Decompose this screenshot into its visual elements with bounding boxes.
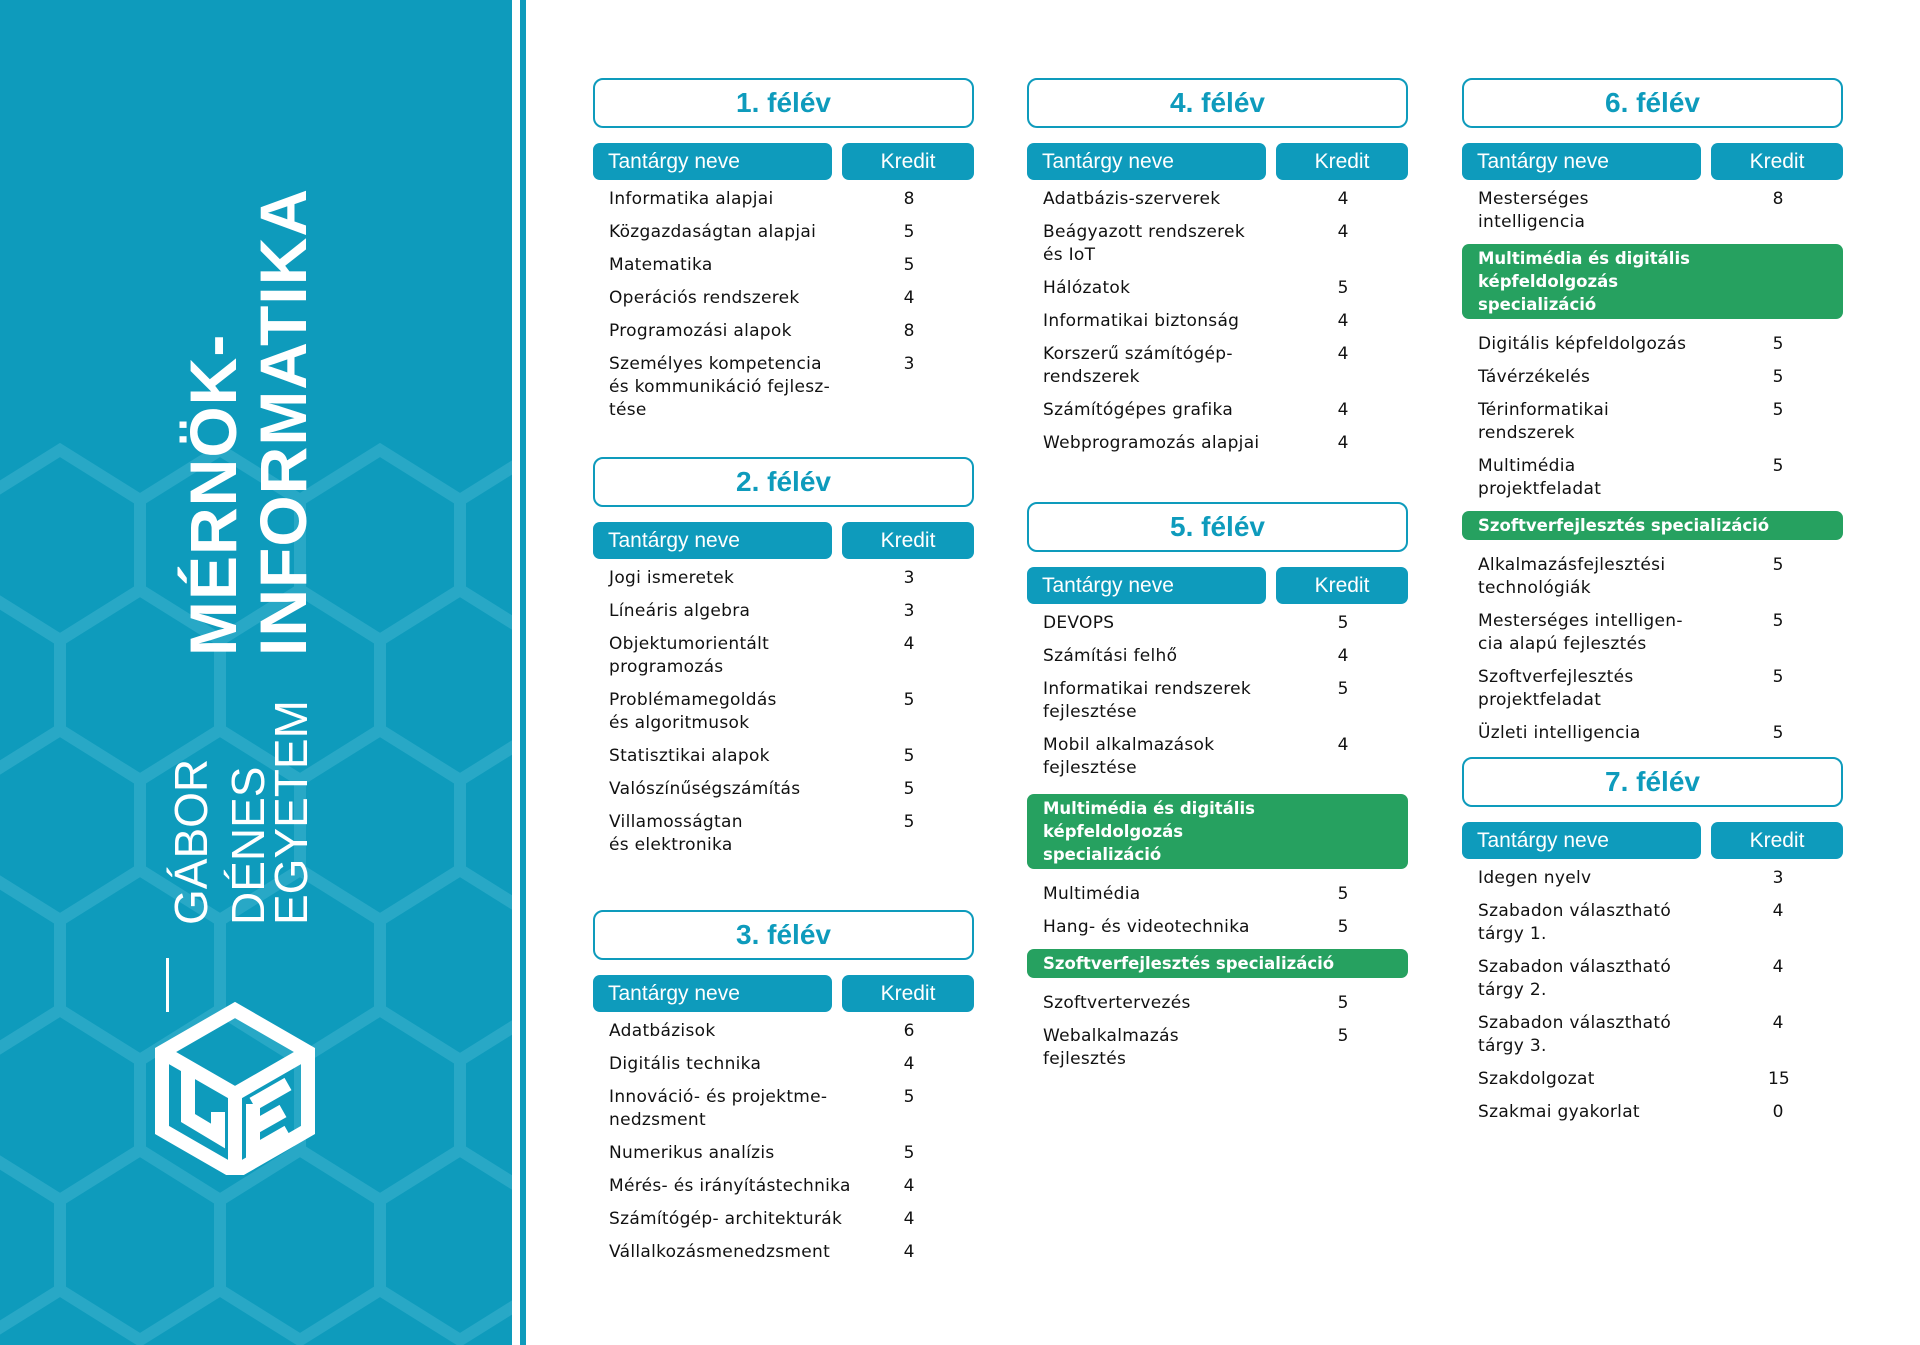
- subject-row: [593, 778, 974, 801]
- subject-credit: 4: [1772, 901, 1784, 921]
- subject-list: [1027, 883, 1408, 939]
- semester-2: [593, 457, 974, 867]
- specialization-software: Szoftverfejlesztés specializáció: [1027, 949, 1408, 978]
- subject-row: [593, 353, 974, 422]
- subject-row: [1462, 1012, 1843, 1058]
- subject-credit: 5: [903, 255, 915, 275]
- subject-credit: 5: [1772, 334, 1784, 354]
- specialization-software: Szoftverfejlesztés specializáció: [1462, 511, 1843, 540]
- subject-name: Multimédia projektfeladat: [1478, 456, 1602, 499]
- subject-name: Statisztikai alapok: [609, 746, 770, 766]
- table-header: [593, 522, 974, 559]
- subject-credit: 5: [1772, 723, 1784, 743]
- subject-name: Webalkalmazás fejlesztés: [1043, 1026, 1179, 1069]
- subject-row: [593, 689, 974, 735]
- specialization-multimedia: Multimédia és digitális képfeldolgozás specializáció: [1027, 794, 1408, 869]
- subject-row: [1027, 277, 1408, 300]
- header-subject: Tantárgy neve: [1027, 567, 1266, 604]
- subject-credit: 4: [903, 634, 915, 654]
- subject-row: [1027, 678, 1408, 724]
- subject-credit: 5: [1337, 917, 1349, 937]
- subject-name: Digitális képfeldolgozás: [1478, 334, 1687, 354]
- subject-row: [593, 1053, 974, 1076]
- subject-credit: 4: [903, 1242, 915, 1262]
- subject-credit: 5: [1772, 456, 1784, 476]
- semester-6: [1462, 78, 1843, 755]
- subject-row: [1027, 916, 1408, 939]
- semester-3: [593, 910, 974, 1274]
- program-title-line1: MÉRNÖK-: [176, 333, 250, 656]
- subject-row: [593, 287, 974, 310]
- semester-1: [593, 78, 974, 432]
- subject-row: [1462, 455, 1843, 501]
- subject-credit: 3: [903, 354, 915, 374]
- subject-credit: 5: [1337, 884, 1349, 904]
- subject-name: Informatikai biztonság: [1043, 311, 1240, 331]
- subject-credit: 4: [1337, 189, 1349, 209]
- subject-list: [593, 180, 974, 422]
- semester-title: 6. félév: [1462, 78, 1843, 128]
- subject-credit: 3: [903, 601, 915, 621]
- table-header: [1462, 143, 1843, 180]
- subject-credit: 5: [903, 812, 915, 832]
- subject-row: [1462, 366, 1843, 389]
- subject-row: [1027, 645, 1408, 668]
- subject-credit: 4: [903, 288, 915, 308]
- subject-name: Problémamegoldás és algoritmusok: [609, 690, 777, 733]
- subject-credit: 4: [1337, 433, 1349, 453]
- subject-credit: 15: [1768, 1069, 1790, 1089]
- specialization-multimedia: Multimédia és digitális képfeldolgozás specializáció: [1462, 244, 1843, 319]
- subject-credit: 5: [1772, 400, 1784, 420]
- header-subject: Tantárgy neve: [593, 143, 832, 180]
- subject-credit: 4: [903, 1054, 915, 1074]
- subject-name: Operációs rendszerek: [609, 288, 800, 308]
- subject-name: Multimédia: [1043, 884, 1141, 904]
- subject-name: Korszerű számítógép- rendszerek: [1043, 344, 1233, 387]
- subject-credit: 5: [1772, 611, 1784, 631]
- subject-row: [593, 811, 974, 857]
- subject-credit: 8: [1772, 189, 1784, 209]
- header-credit: Kredit: [1711, 143, 1843, 180]
- subject-credit: 5: [1772, 555, 1784, 575]
- subject-name: Valószínűségszámítás: [609, 779, 801, 799]
- subject-name: Szoftvertervezés: [1043, 993, 1191, 1013]
- table-header: [1462, 822, 1843, 859]
- subject-row: [1462, 666, 1843, 712]
- subject-row: [593, 221, 974, 244]
- subject-name: Objektumorientált programozás: [609, 634, 770, 677]
- subject-list: [1027, 992, 1408, 1071]
- subject-row: [593, 1020, 974, 1043]
- university-name-line1: GÁBOR: [165, 758, 217, 925]
- subject-credit: 6: [903, 1021, 915, 1041]
- semester-title: 2. félév: [593, 457, 974, 507]
- subject-credit: 5: [903, 1087, 915, 1107]
- subject-credit: 5: [903, 690, 915, 710]
- subject-name: Programozási alapok: [609, 321, 792, 341]
- subject-credit: 4: [1337, 222, 1349, 242]
- subject-row: [593, 1175, 974, 1198]
- subject-name: Villamosságtan és elektronika: [609, 812, 743, 855]
- subject-row: [1027, 310, 1408, 333]
- header-subject: Tantárgy neve: [593, 975, 832, 1012]
- subject-row: [1027, 221, 1408, 267]
- subject-row: [593, 567, 974, 590]
- subject-row: [1027, 1025, 1408, 1071]
- subject-name: Mérés- és irányítástechnika: [609, 1176, 851, 1196]
- subject-credit: 0: [1772, 1102, 1784, 1122]
- subject-name: Alkalmazásfejlesztési technológiák: [1478, 555, 1666, 598]
- subject-row: [593, 745, 974, 768]
- subject-name: Szoftverfejlesztés projektfeladat: [1478, 667, 1634, 710]
- subject-row: [593, 633, 974, 679]
- subject-list: [593, 559, 974, 857]
- semester-title: 7. félév: [1462, 757, 1843, 807]
- gde-cube-logo-icon: [148, 1000, 323, 1175]
- subject-list: [593, 1012, 974, 1264]
- subject-name: Szakdolgozat: [1478, 1069, 1595, 1089]
- semester-title: 3. félév: [593, 910, 974, 960]
- subject-row: [593, 1086, 974, 1132]
- subject-name: Számítógépes grafika: [1043, 400, 1234, 420]
- subject-name: Matematika: [609, 255, 713, 275]
- subject-credit: 5: [903, 779, 915, 799]
- subject-credit: 4: [903, 1209, 915, 1229]
- subject-credit: 8: [903, 189, 915, 209]
- header-credit: Kredit: [842, 522, 974, 559]
- subject-name: Hang- és videotechnika: [1043, 917, 1250, 937]
- subject-row: [1462, 956, 1843, 1002]
- subject-name: Vállalkozásmenedzsment: [609, 1242, 831, 1262]
- subject-name: Személyes kompetencia és kommunikáció fejlesz- tése: [609, 354, 831, 420]
- subject-name: Digitális technika: [609, 1054, 762, 1074]
- subject-credit: 4: [1337, 311, 1349, 331]
- subject-list: [1462, 333, 1843, 501]
- subject-name: Távérzékelés: [1478, 367, 1591, 387]
- semester-7: [1462, 757, 1843, 1134]
- subject-row: [593, 1241, 974, 1264]
- subject-name: Szabadon választható tárgy 3.: [1478, 1013, 1672, 1056]
- subject-row: [1462, 1101, 1843, 1124]
- sidebar: [0, 0, 512, 1345]
- subject-credit: 3: [903, 568, 915, 588]
- subject-credit: 8: [903, 321, 915, 341]
- header-credit: Kredit: [842, 143, 974, 180]
- subject-row: [1027, 734, 1408, 780]
- subject-credit: 4: [1337, 344, 1349, 364]
- subject-list: [1462, 180, 1843, 234]
- subject-name: Adatbázis-szerverek: [1043, 189, 1221, 209]
- header-subject: Tantárgy neve: [1027, 143, 1266, 180]
- subject-row: [1462, 399, 1843, 445]
- subject-name: Líneáris algebra: [609, 601, 751, 621]
- subject-name: Idegen nyelv: [1478, 868, 1592, 888]
- subject-row: [1462, 900, 1843, 946]
- subject-credit: 3: [1772, 868, 1784, 888]
- header-subject: Tantárgy neve: [1462, 143, 1701, 180]
- header-subject: Tantárgy neve: [1462, 822, 1701, 859]
- subject-list: [1027, 604, 1408, 780]
- header-subject: Tantárgy neve: [593, 522, 832, 559]
- subject-credit: 5: [1337, 679, 1349, 699]
- subject-row: [1027, 399, 1408, 422]
- subject-list: [1462, 859, 1843, 1124]
- subject-row: [1027, 432, 1408, 455]
- subject-row: [593, 1208, 974, 1231]
- subject-row: [593, 1142, 974, 1165]
- subject-credit: 4: [1337, 735, 1349, 755]
- subject-list: [1462, 554, 1843, 745]
- subject-credit: 5: [1337, 613, 1349, 633]
- subject-credit: 4: [1337, 646, 1349, 666]
- sidebar-edge-line: [520, 0, 526, 1345]
- subject-name: Webprogramozás alapjai: [1043, 433, 1260, 453]
- subject-name: Szabadon választható tárgy 1.: [1478, 901, 1672, 944]
- header-credit: Kredit: [1711, 822, 1843, 859]
- subject-credit: 4: [1337, 400, 1349, 420]
- table-header: [1027, 143, 1408, 180]
- subject-credit: 5: [1772, 667, 1784, 687]
- subject-credit: 5: [1337, 1026, 1349, 1046]
- semester-4: [1027, 78, 1408, 465]
- subject-row: [1027, 188, 1408, 211]
- subject-credit: 4: [1772, 957, 1784, 977]
- subject-name: Hálózatok: [1043, 278, 1131, 298]
- header-credit: Kredit: [1276, 143, 1408, 180]
- subject-row: [593, 254, 974, 277]
- subject-row: [1462, 554, 1843, 600]
- semester-title: 5. félév: [1027, 502, 1408, 552]
- subject-list: [1027, 180, 1408, 455]
- subject-row: [1462, 188, 1843, 234]
- subject-credit: 5: [903, 222, 915, 242]
- subject-name: Numerikus analízis: [609, 1143, 775, 1163]
- subject-row: [593, 320, 974, 343]
- subject-credit: 5: [1337, 278, 1349, 298]
- subject-name: Térinformatikai rendszerek: [1478, 400, 1610, 443]
- semester-5: [1027, 502, 1408, 1081]
- subject-name: Informatika alapjai: [609, 189, 774, 209]
- subject-name: Számítási felhő: [1043, 646, 1178, 666]
- subject-row: [1462, 610, 1843, 656]
- subject-row: [1027, 992, 1408, 1015]
- subject-name: DEVOPS: [1043, 613, 1115, 633]
- subject-row: [1027, 612, 1408, 635]
- subject-row: [1462, 722, 1843, 745]
- header-credit: Kredit: [1276, 567, 1408, 604]
- header-credit: Kredit: [842, 975, 974, 1012]
- subject-row: [1027, 883, 1408, 906]
- semester-title: 1. félév: [593, 78, 974, 128]
- subject-name: Mesterséges intelligen- cia alapú fejlesztés: [1478, 611, 1683, 654]
- subject-credit: 4: [1772, 1013, 1784, 1033]
- subject-name: Számítógép- architekturák: [609, 1209, 843, 1229]
- university-name-line2: DÉNES: [222, 766, 274, 925]
- subject-row: [1462, 867, 1843, 890]
- subject-name: Üzleti intelligencia: [1478, 723, 1641, 743]
- subject-row: [593, 188, 974, 211]
- subject-name: Szabadon választható tárgy 2.: [1478, 957, 1672, 1000]
- subject-credit: 5: [1337, 993, 1349, 1013]
- subject-name: Jogi ismeretek: [609, 568, 735, 588]
- semester-title: 4. félév: [1027, 78, 1408, 128]
- subject-credit: 5: [903, 1143, 915, 1163]
- subject-name: Mobil alkalmazások fejlesztése: [1043, 735, 1215, 778]
- subject-row: [1027, 343, 1408, 389]
- table-header: [593, 143, 974, 180]
- table-header: [1027, 567, 1408, 604]
- subject-name: Innováció- és projektme- nedzsment: [609, 1087, 828, 1130]
- subject-credit: 5: [1772, 367, 1784, 387]
- table-header: [593, 975, 974, 1012]
- subject-name: Mesterséges intelligencia: [1478, 189, 1589, 232]
- subject-name: Közgazdaságtan alapjai: [609, 222, 817, 242]
- subject-row: [593, 600, 974, 623]
- subject-row: [1462, 333, 1843, 356]
- subject-credit: 5: [903, 746, 915, 766]
- subject-name: Szakmai gyakorlat: [1478, 1102, 1640, 1122]
- subject-name: Informatikai rendszerek fejlesztése: [1043, 679, 1252, 722]
- subject-name: Adatbázisok: [609, 1021, 716, 1041]
- subject-credit: 4: [903, 1176, 915, 1196]
- program-title-line2: INFORMATIKA: [246, 187, 320, 656]
- subject-name: Beágyazott rendszerek és IoT: [1043, 222, 1245, 265]
- university-name-line3: EGYETEM: [265, 700, 317, 925]
- subject-row: [1462, 1068, 1843, 1091]
